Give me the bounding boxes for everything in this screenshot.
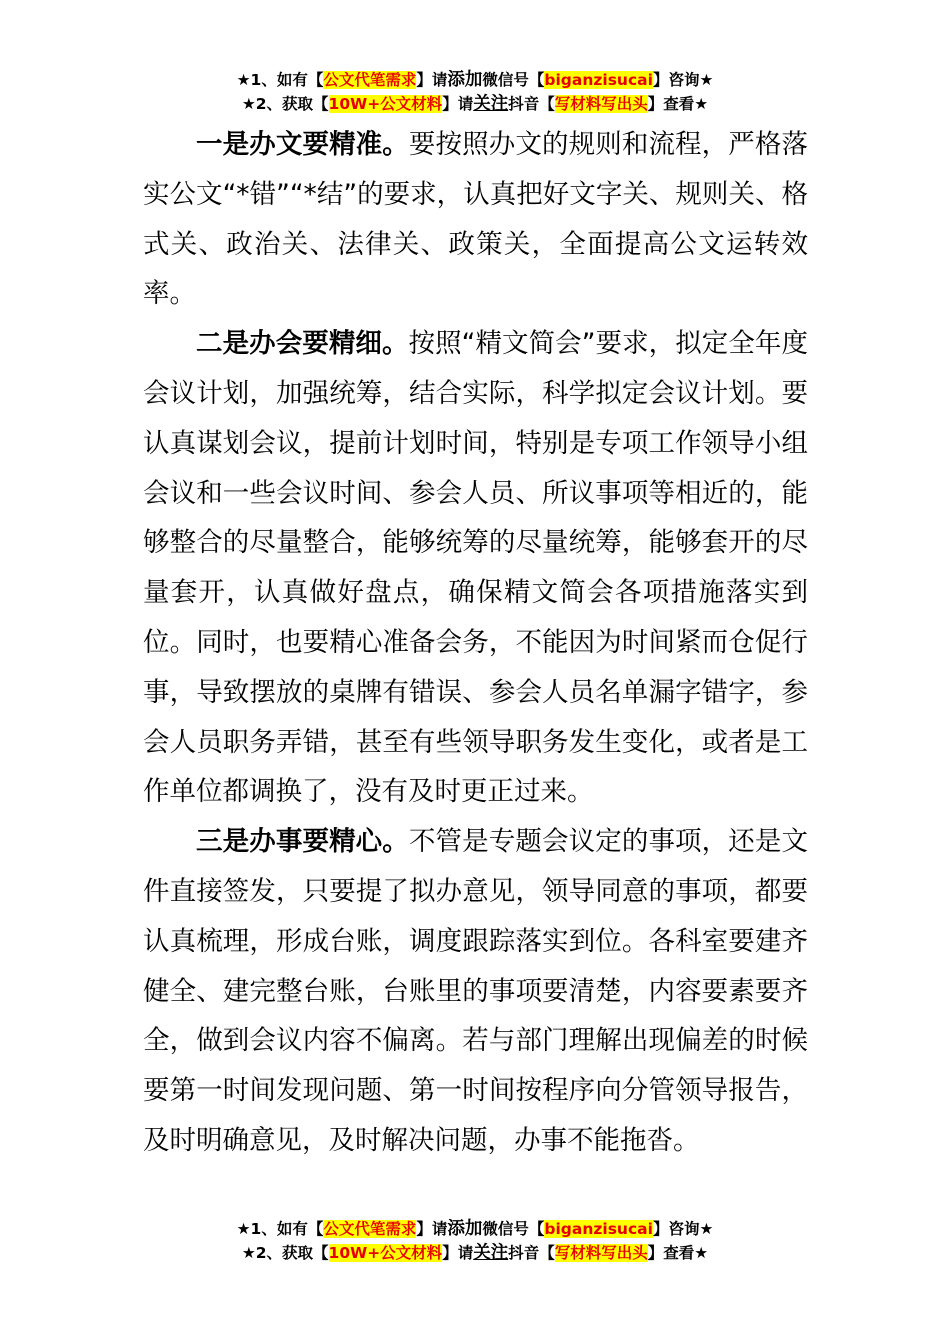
paragraph-lead: 三是办事要精心。: [196, 826, 409, 858]
paragraph-lead: 一是办文要精准。: [196, 129, 409, 160]
highlight-materials: 10W+公文材料: [328, 1244, 443, 1262]
banner-text: 抖音【: [508, 1244, 555, 1262]
paragraph-3: [143, 817, 808, 1166]
banner-line-1: [0, 68, 950, 92]
banner-text: 】咨询: [652, 71, 700, 89]
banner-text: 】咨询: [652, 1220, 700, 1238]
banner-text: 】请: [416, 71, 448, 89]
banner-text: 抖音【: [508, 95, 555, 113]
highlight-service: 公文代笔需求: [323, 1220, 417, 1238]
highlight-materials: 10W+公文材料: [328, 95, 443, 113]
star-icon: ★: [241, 95, 256, 113]
banner-text: 】查看: [647, 1244, 695, 1262]
header-banner: [0, 68, 950, 116]
paragraph-text: 要按照办文的规则和流程，严格落实公文“*错”“*结”的要求，认真把好文字关、规则关、格式关、政治关、法律关、政策关，全面提高公文运转效率。: [143, 129, 809, 310]
footer-banner: [0, 1217, 950, 1265]
star-icon: ★: [699, 1220, 714, 1238]
banner-text: 1、如有【: [250, 71, 324, 89]
banner-emphasis: 添加: [447, 1219, 483, 1239]
banner-line-1: [0, 1217, 950, 1241]
banner-text: 微信号【: [482, 1220, 545, 1238]
paragraph-lead: 二是办会要精细。: [196, 328, 409, 360]
star-icon: ★: [236, 71, 251, 89]
banner-line-2: [0, 1241, 950, 1265]
highlight-wechat-id: biganzisucai: [544, 71, 653, 89]
star-icon: ★: [694, 95, 709, 113]
paragraph-1: [143, 120, 808, 319]
document-body: [143, 120, 808, 1166]
banner-text: 】请: [442, 95, 474, 113]
banner-text: 2、获取【: [255, 95, 329, 113]
highlight-douyin-account: 写材料写出头: [554, 95, 648, 113]
banner-text: 微信号【: [482, 71, 545, 89]
banner-emphasis: 关注: [473, 1243, 509, 1263]
banner-text: 】请: [442, 1244, 474, 1262]
banner-emphasis: 关注: [473, 94, 509, 114]
paragraph-2: [143, 319, 808, 817]
highlight-service: 公文代笔需求: [323, 71, 417, 89]
star-icon: ★: [241, 1244, 256, 1262]
banner-line-2: [0, 92, 950, 116]
banner-text: 】请: [416, 1220, 448, 1238]
banner-text: 2、获取【: [255, 1244, 329, 1262]
banner-emphasis: 添加: [447, 70, 483, 90]
paragraph-text: 按照“精文简会”要求，拟定全年度会议计划，加强统筹，结合实际，科学拟定会议计划。要认真谋划会议，提前计划时间，特别是专项工作领导小组会议和一些会议时间、参会人员、所议事项等相近的，能够整合的尽量整合，能够统筹的尽量统筹，能够套开的尽量套开，认真做好盘点，确保精文简会各项措施落实到位。同时，也要精心准备会务，不能因为时间紧而仓促行事，导致摆放的桌牌有错误、参会人员名单漏字错字，参会人员职务弄错，甚至有些领导职务发生变化，或者是工作单位都调换了，没有及时更正过来。: [143, 328, 809, 808]
banner-text: 1、如有【: [250, 1220, 324, 1238]
star-icon: ★: [699, 71, 714, 89]
star-icon: ★: [694, 1244, 709, 1262]
paragraph-text: 不管是专题会议定的事项，还是文件直接签发，只要提了拟办意见，领导同意的事项，都要认真梳理，形成台账，调度跟踪落实到位。各科室要建齐健全、建完整台账，台账里的事项要清楚，内容要素要齐全，做到会议内容不偏离。若与部门理解出现偏差的时候要第一时间发现问题、第一时间按程序向分管领导报告，及时明确意见，及时解决问题，办事不能拖沓。: [143, 826, 809, 1156]
banner-text: 】查看: [647, 95, 695, 113]
highlight-wechat-id: biganzisucai: [544, 1220, 653, 1238]
highlight-douyin-account: 写材料写出头: [554, 1244, 648, 1262]
star-icon: ★: [236, 1220, 251, 1238]
